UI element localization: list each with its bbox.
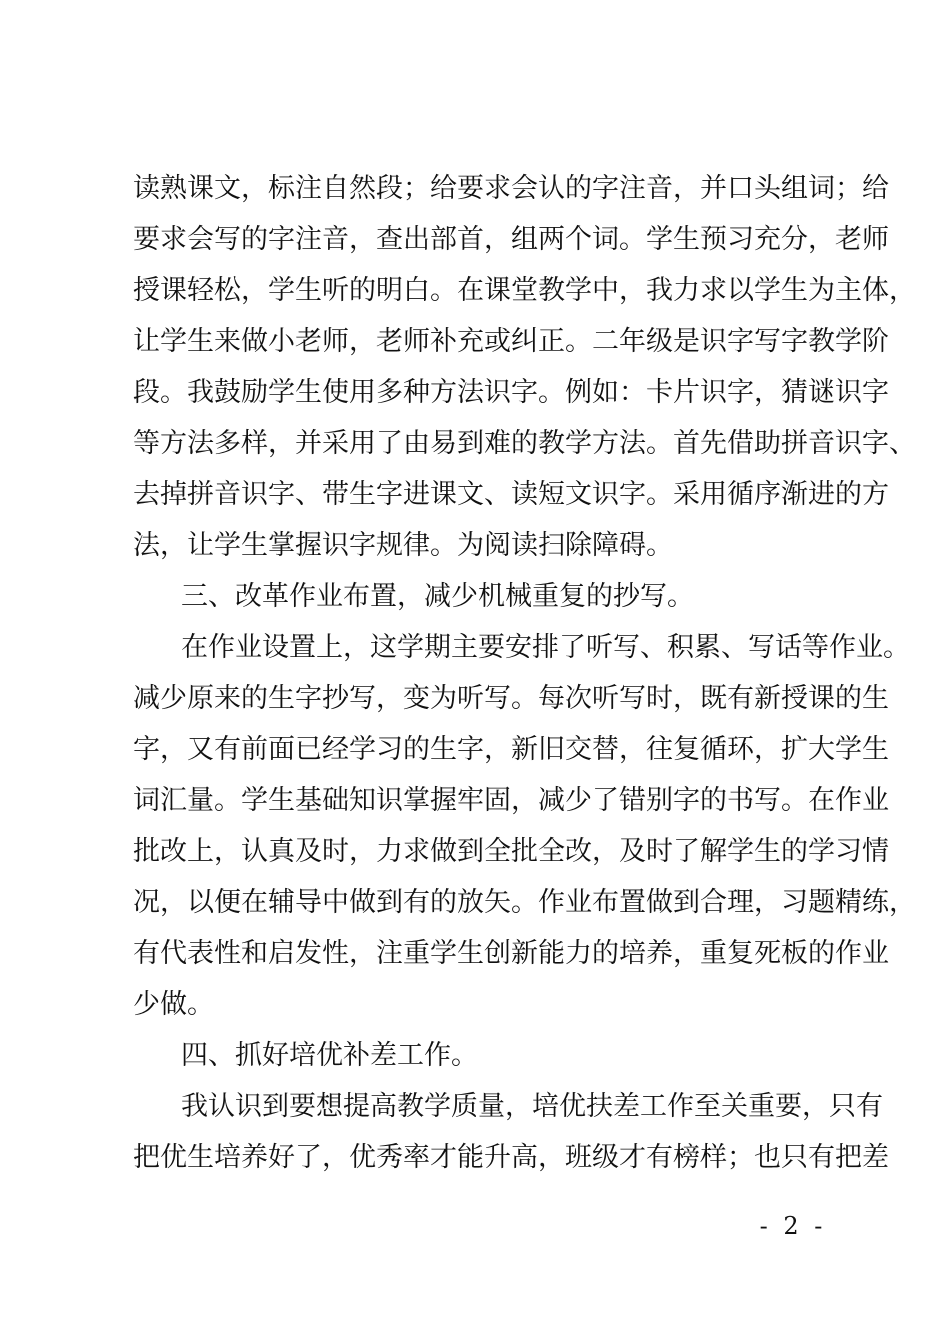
- text-line: 去掉拼音识字、带生字进课文、读短文识字。采用循序渐进的方: [133, 479, 889, 510]
- text-line: 等方法多样，并采用了由易到难的教学方法。首先借助拼音识字、: [133, 428, 916, 459]
- text-line: 少做。: [133, 989, 214, 1020]
- text-line: 要求会写的字注音，查出部首，组两个词。学生预习充分，老师: [133, 224, 889, 255]
- page-number: - 2 -: [759, 1212, 827, 1240]
- text-line: 有代表性和启发性，注重学生创新能力的培养，重复死板的作业: [133, 938, 889, 969]
- text-line: 减少原来的生字抄写，变为听写。每次听写时，既有新授课的生: [133, 683, 889, 714]
- text-line: 法，让学生掌握识字规律。为阅读扫除障碍。: [133, 530, 673, 561]
- section-heading: 四、抓好培优补差工作。: [181, 1040, 478, 1071]
- paragraph-first-line: 我认识到要想提高教学质量，培优扶差工作至关重要，只有: [181, 1091, 883, 1122]
- paragraph-first-line: 在作业设置上，这学期主要安排了听写、积累、写话等作业。: [181, 632, 910, 663]
- text-line: 授课轻松，学生听的明白。在课堂教学中，我力求以学生为主体，: [133, 275, 916, 306]
- section-heading: 三、改革作业布置，减少机械重复的抄写。: [181, 581, 694, 612]
- body-text: [133, 163, 916, 1183]
- text-line: 把优生培养好了，优秀率才能升高，班级才有榜样；也只有把差: [133, 1142, 889, 1173]
- text-line: 词汇量。学生基础知识掌握牢固，减少了错别字的书写。在作业: [133, 785, 889, 816]
- text-line: 批改上，认真及时，力求做到全批全改，及时了解学生的学习情: [133, 836, 889, 867]
- text-line: 字，又有前面已经学习的生字，新旧交替，往复循环，扩大学生: [133, 734, 889, 765]
- text-line: 让学生来做小老师，老师补充或纠正。二年级是识字写字教学阶: [133, 326, 889, 357]
- text-line: 读熟课文，标注自然段；给要求会认的字注音，并口头组词；给: [133, 173, 889, 204]
- text-line: 段。我鼓励学生使用多种方法识字。例如：卡片识字，猜谜识字: [133, 377, 889, 408]
- text-line: 况，以便在辅导中做到有的放矢。作业布置做到合理，习题精练，: [133, 887, 916, 918]
